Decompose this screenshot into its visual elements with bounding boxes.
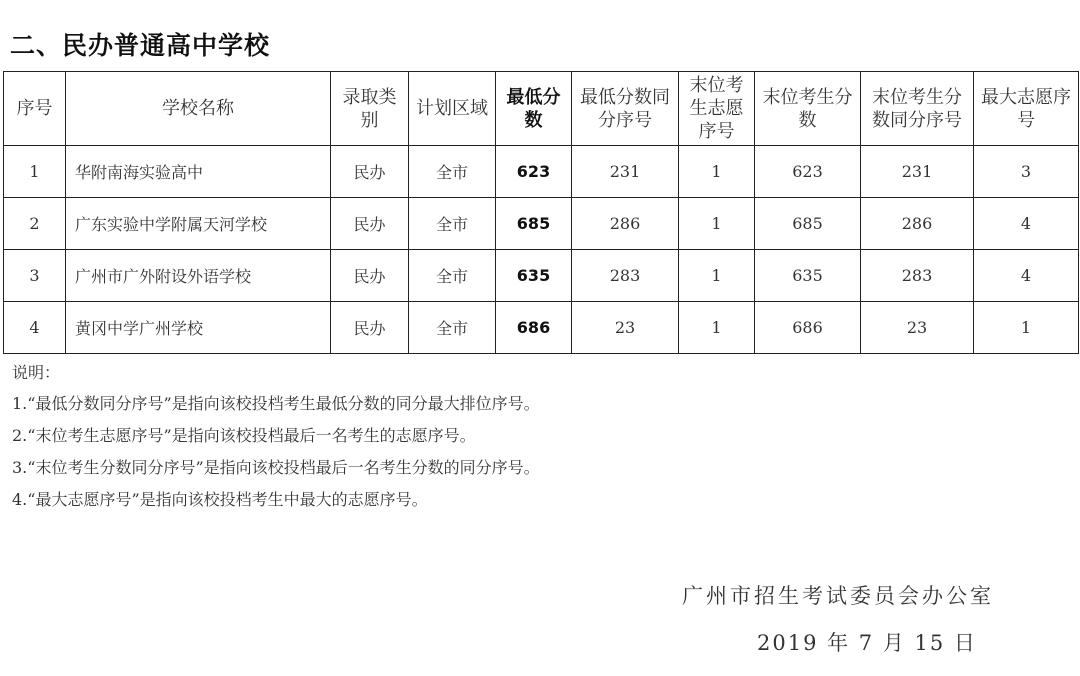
cell-max-pref: 4: [974, 198, 1079, 250]
cell-school-name: 华附南海实验高中: [66, 146, 331, 198]
cell-category: 民办: [331, 146, 409, 198]
note-item: 1.“最低分数同分序号”是指向该校投档考生最低分数的同分最大排位序号。: [12, 394, 540, 413]
cell-min-score: 635: [496, 250, 572, 302]
cell-last-rank: 283: [861, 250, 974, 302]
issuer-name: 广州市招生考试委员会办公室: [682, 584, 994, 608]
cell-last-score: 686: [755, 302, 861, 354]
cell-min-rank: 283: [572, 250, 679, 302]
cell-last-pref: 1: [679, 146, 755, 198]
header-category: 录取类别: [331, 72, 409, 146]
issue-date: 2019 年 7 月 15 日: [757, 631, 977, 655]
cell-min-score: 623: [496, 146, 572, 198]
header-school: 学校名称: [66, 72, 331, 146]
cell-region: 全市: [409, 198, 496, 250]
table-row: [4, 302, 1079, 354]
cell-last-rank: 23: [861, 302, 974, 354]
note-item: 2.“末位考生志愿序号”是指向该校投档最后一名考生的志愿序号。: [12, 426, 476, 445]
cell-last-pref: 1: [679, 198, 755, 250]
cell-last-pref: 1: [679, 250, 755, 302]
header-min-score: 最低分数: [496, 72, 572, 146]
header-region: 计划区域: [409, 72, 496, 146]
cell-max-pref: 3: [974, 146, 1079, 198]
cell-region: 全市: [409, 250, 496, 302]
cell-category: 民办: [331, 302, 409, 354]
admission-table: [3, 71, 1079, 354]
cell-last-pref: 1: [679, 302, 755, 354]
cell-last-rank: 286: [861, 198, 974, 250]
cell-category: 民办: [331, 250, 409, 302]
header-min-rank: 最低分数同分序号: [572, 72, 679, 146]
cell-seq: 1: [4, 146, 66, 198]
cell-seq: 3: [4, 250, 66, 302]
note-item: 3.“末位考生分数同分序号”是指向该校投档最后一名考生分数的同分序号。: [12, 458, 540, 477]
cell-min-score: 686: [496, 302, 572, 354]
cell-category: 民办: [331, 198, 409, 250]
cell-min-rank: 286: [572, 198, 679, 250]
header-last-rank: 末位考生分数同分序号: [861, 72, 974, 146]
notes-section: [12, 362, 540, 521]
section-title: 二、民办普通高中学校: [10, 31, 271, 60]
cell-min-rank: 23: [572, 302, 679, 354]
cell-school-name: 广东实验中学附属天河学校: [66, 198, 331, 250]
cell-seq: 2: [4, 198, 66, 250]
cell-last-score: 635: [755, 250, 861, 302]
cell-max-pref: 4: [974, 250, 1079, 302]
cell-region: 全市: [409, 146, 496, 198]
header-last-pref: 末位考生志愿序号: [679, 72, 755, 146]
table-row: [4, 250, 1079, 302]
cell-school-name: 黄冈中学广州学校: [66, 302, 331, 354]
header-max-pref: 最大志愿序号: [974, 72, 1079, 146]
cell-last-score: 623: [755, 146, 861, 198]
cell-last-rank: 231: [861, 146, 974, 198]
cell-max-pref: 1: [974, 302, 1079, 354]
header-last-score: 末位考生分数: [755, 72, 861, 146]
table-header-row: [4, 72, 1079, 146]
cell-region: 全市: [409, 302, 496, 354]
notes-heading: 说明：: [12, 363, 61, 382]
table-row: [4, 198, 1079, 250]
cell-last-score: 685: [755, 198, 861, 250]
note-item: 4.“最大志愿序号”是指向该校投档考生中最大的志愿序号。: [12, 490, 428, 509]
cell-seq: 4: [4, 302, 66, 354]
cell-min-rank: 231: [572, 146, 679, 198]
header-seq: 序号: [4, 72, 66, 146]
cell-school-name: 广州市广外附设外语学校: [66, 250, 331, 302]
cell-min-score: 685: [496, 198, 572, 250]
table-row: [4, 146, 1079, 198]
